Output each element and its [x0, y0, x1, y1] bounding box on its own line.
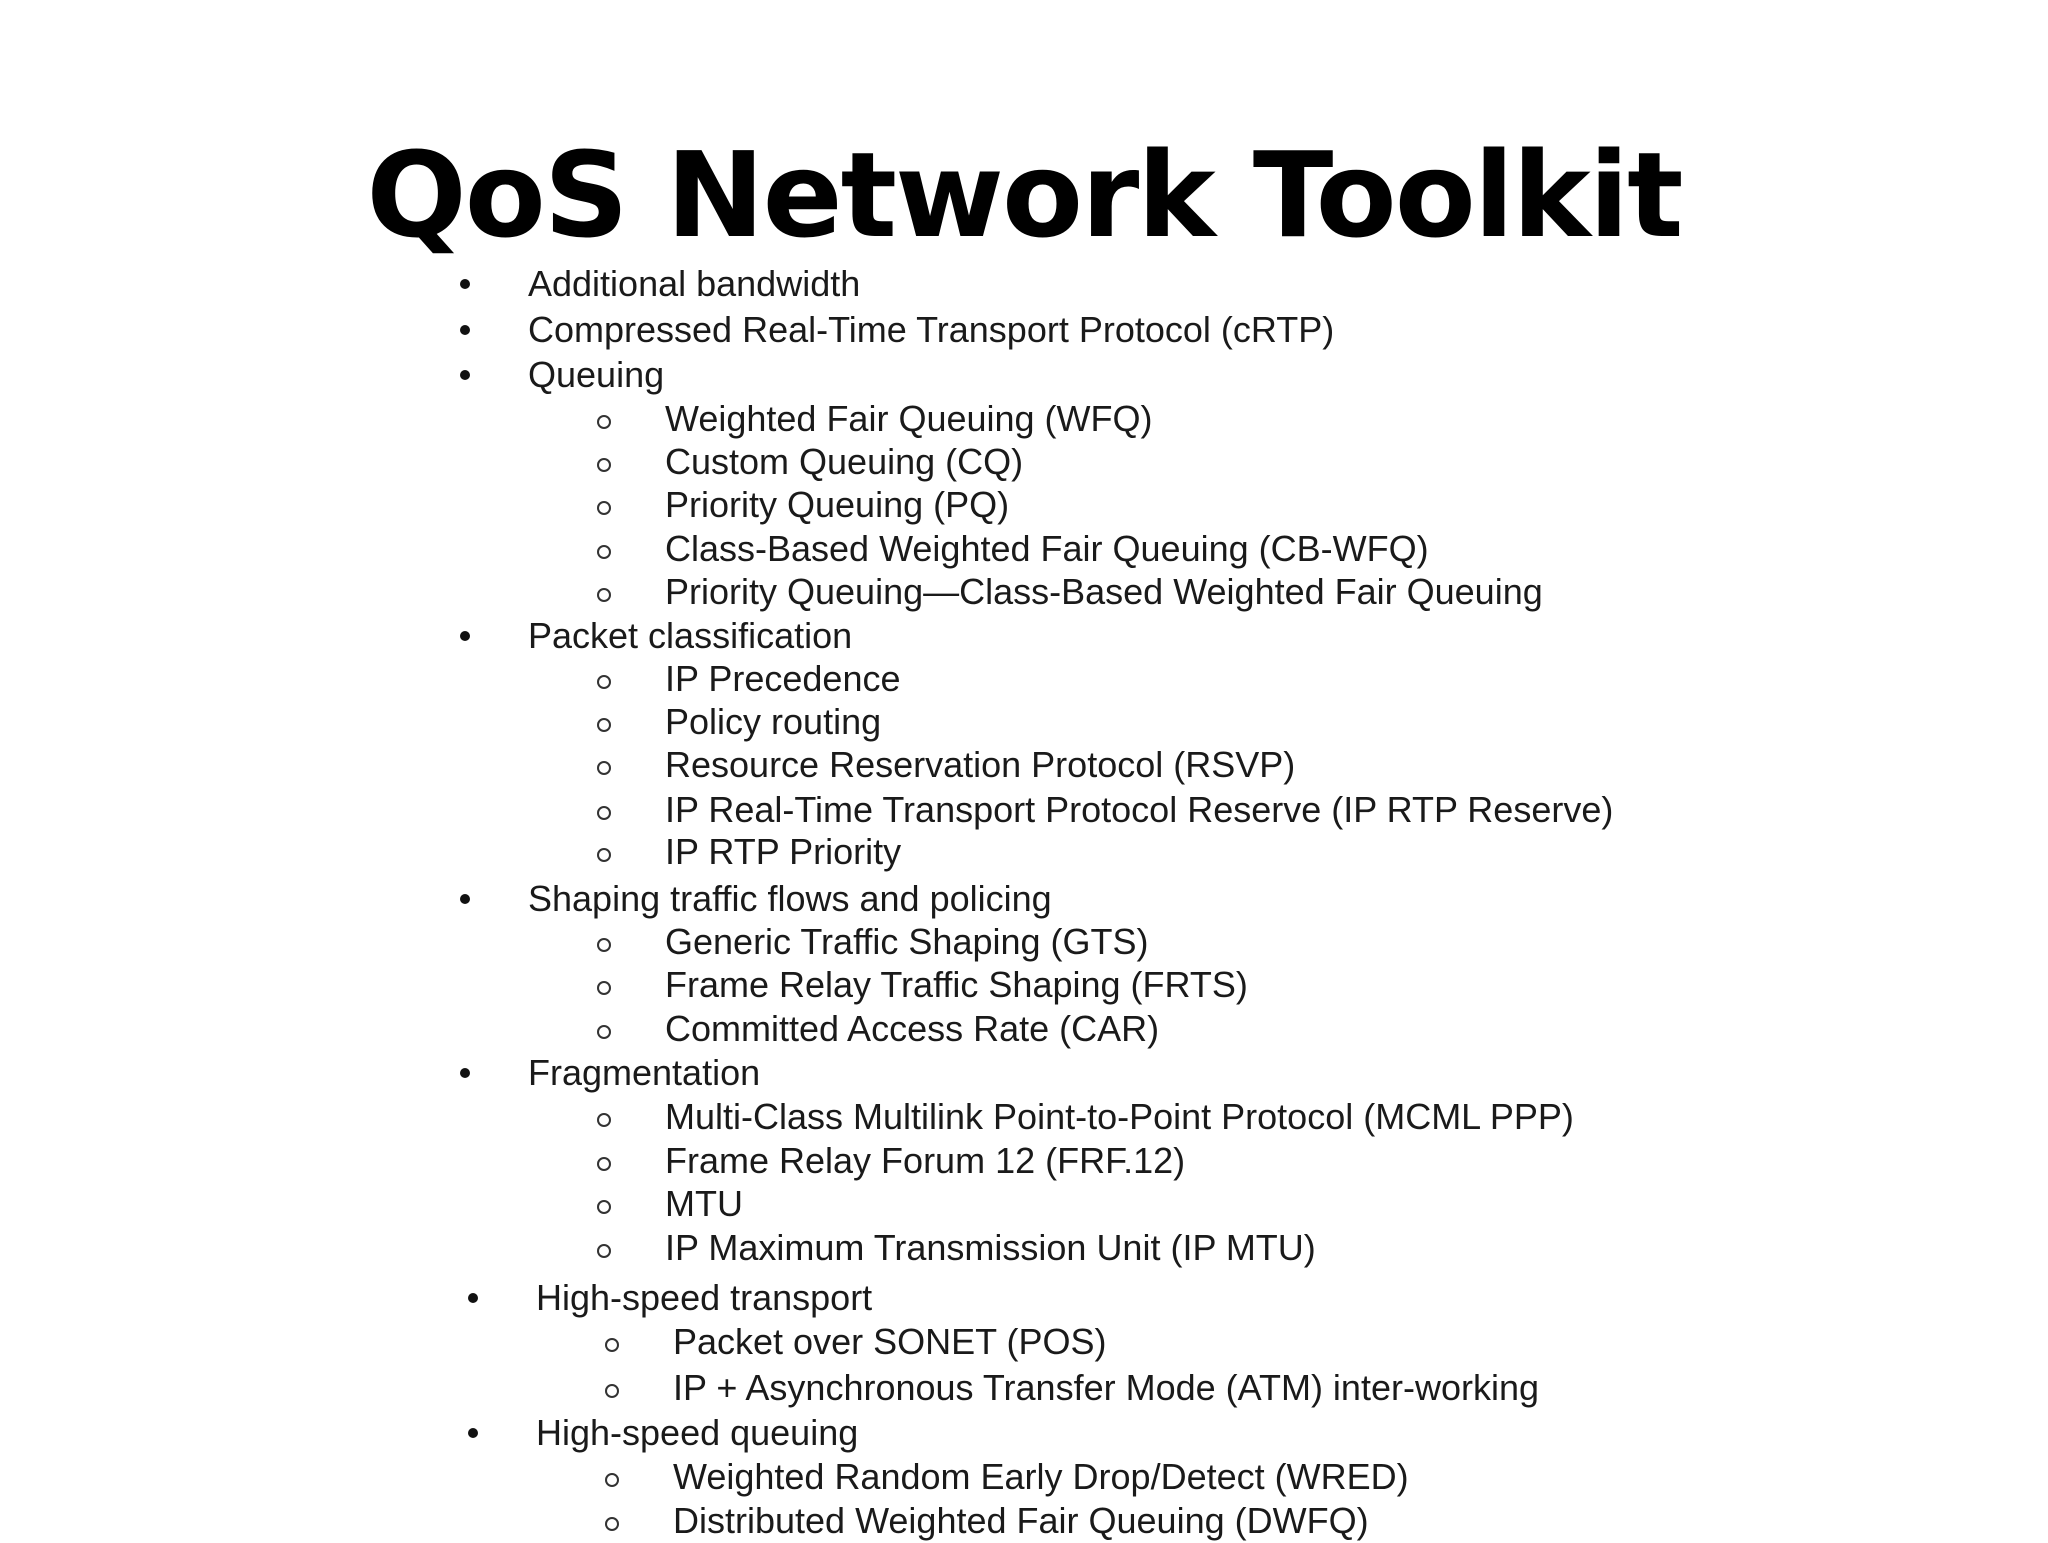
- sub-bullet-icon: [597, 718, 611, 732]
- sub-list-item: IP Maximum Transmission Unit (IP MTU): [665, 1227, 1316, 1268]
- bullet-icon: [460, 370, 470, 380]
- sub-list-item: Custom Queuing (CQ): [665, 441, 1024, 482]
- sub-bullet-icon: [605, 1338, 619, 1352]
- sub-list-item: IP RTP Priority: [665, 831, 902, 872]
- list-item: Additional bandwidth: [528, 263, 861, 304]
- sub-bullet-icon: [597, 848, 611, 862]
- bullet-icon: [468, 1293, 478, 1303]
- list-item: High-speed queuing: [536, 1412, 859, 1453]
- sub-list-item: IP Real-Time Transport Protocol Reserve (IP RTP Reserve): [665, 789, 1614, 830]
- sub-bullet-icon: [597, 675, 611, 689]
- sub-bullet-icon: [605, 1517, 619, 1531]
- slide-title: QoS Network Toolkit: [366, 126, 1682, 264]
- list-item: Fragmentation: [528, 1052, 761, 1093]
- sub-list-item: Multi-Class Multilink Point-to-Point Protocol (MCML PPP): [665, 1096, 1574, 1137]
- sub-bullet-icon: [597, 981, 611, 995]
- sub-bullet-icon: [597, 458, 611, 472]
- sub-list-item: Distributed Weighted Fair Queuing (DWFQ): [673, 1500, 1369, 1541]
- sub-list-item: Policy routing: [665, 701, 882, 742]
- sub-list-item: Class-Based Weighted Fair Queuing (CB-WFQ): [665, 528, 1429, 569]
- sub-list-item: Resource Reservation Protocol (RSVP): [665, 744, 1296, 785]
- sub-list-item: IP Precedence: [665, 658, 901, 699]
- sub-bullet-icon: [597, 1200, 611, 1214]
- sub-bullet-icon: [597, 938, 611, 952]
- sub-bullet-icon: [597, 1244, 611, 1258]
- sub-bullet-icon: [605, 1384, 619, 1398]
- sub-list-item: Weighted Random Early Drop/Detect (WRED): [673, 1456, 1409, 1497]
- sub-bullet-icon: [597, 1113, 611, 1127]
- sub-list-item: Priority Queuing—Class-Based Weighted Fair Queuing: [665, 571, 1543, 612]
- sub-list-item: Weighted Fair Queuing (WFQ): [665, 398, 1153, 439]
- sub-bullet-icon: [597, 1157, 611, 1171]
- list-item: Compressed Real-Time Transport Protocol (cRTP): [528, 309, 1335, 350]
- sub-list-item: Priority Queuing (PQ): [665, 484, 1010, 525]
- list-item: High-speed transport: [536, 1277, 873, 1318]
- bullet-icon: [460, 1068, 470, 1078]
- sub-list-item: Frame Relay Forum 12 (FRF.12): [665, 1140, 1186, 1181]
- sub-bullet-icon: [597, 1025, 611, 1039]
- list-item: Packet classification: [528, 615, 853, 656]
- bullet-icon: [460, 279, 470, 289]
- sub-bullet-icon: [597, 761, 611, 775]
- sub-bullet-icon: [597, 501, 611, 515]
- sub-list-item: Committed Access Rate (CAR): [665, 1008, 1160, 1049]
- bullet-icon: [468, 1428, 478, 1438]
- sub-list-item: MTU: [665, 1183, 743, 1224]
- sub-list-item: Packet over SONET (POS): [673, 1321, 1107, 1362]
- bullet-icon: [460, 325, 470, 335]
- bullet-icon: [460, 631, 470, 641]
- list-item: Queuing: [528, 354, 665, 395]
- sub-list-item: IP + Asynchronous Transfer Mode (ATM) inter-working: [673, 1367, 1540, 1408]
- sub-bullet-icon: [597, 588, 611, 602]
- sub-bullet-icon: [597, 415, 611, 429]
- sub-bullet-icon: [597, 545, 611, 559]
- sub-bullet-icon: [597, 806, 611, 820]
- sub-list-item: Generic Traffic Shaping (GTS): [665, 921, 1149, 962]
- sub-bullet-icon: [605, 1473, 619, 1487]
- list-item: Shaping traffic flows and policing: [528, 878, 1052, 919]
- bullet-icon: [460, 894, 470, 904]
- sub-list-item: Frame Relay Traffic Shaping (FRTS): [665, 964, 1248, 1005]
